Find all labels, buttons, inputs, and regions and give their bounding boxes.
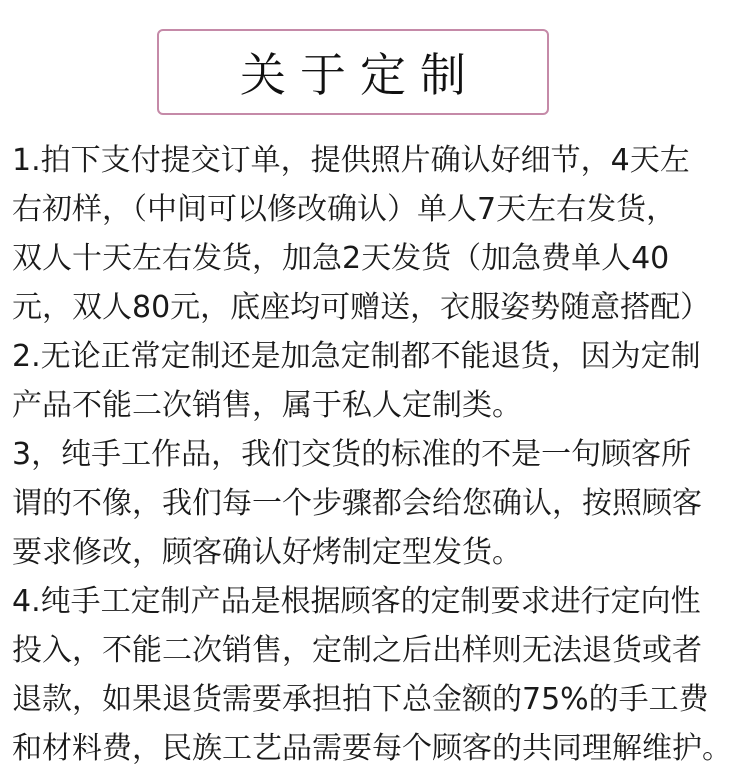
text-line: 4.纯手工定制产品是根据顾客的定制要求进行定向性 — [12, 584, 701, 619]
text-line: 双人十天左右发货，加急2天发货（加急费单人40 — [12, 241, 670, 276]
text-line: 退款，如果退货需要承担拍下总金额的75%的手工费 — [12, 682, 709, 717]
text-line: 3，纯手工作品，我们交货的标准的不是一句顾客所 — [12, 437, 692, 472]
text-line: 和材料费，民族工艺品需要每个顾客的共同理解维护。 — [12, 731, 732, 766]
text-line: 1.拍下支付提交订单，提供照片确认好细节，4天左 — [12, 143, 690, 178]
text-line: 2.无论正常定制还是加急定制都不能退货，因为定制 — [12, 339, 701, 374]
text-line: 谓的不像，我们每一个步骤都会给您确认，按照顾客 — [12, 486, 702, 521]
text-line: 产品不能二次销售，属于私人定制类。 — [12, 388, 522, 423]
text-line: 元，双人80元，底座均可赠送，衣服姿势随意搭配） — [12, 290, 711, 325]
page-title: 关于定制 — [240, 48, 480, 102]
text-line: 投入，不能二次销售，定制之后出样则无法退货或者 — [12, 633, 702, 668]
text-line: 右初样，（中间可以修改确认）单人7天左右发货， — [12, 192, 677, 227]
text-line: 要求修改，顾客确认好烤制定型发货。 — [12, 535, 522, 570]
terms-content — [12, 136, 748, 773]
title-box — [157, 29, 549, 115]
